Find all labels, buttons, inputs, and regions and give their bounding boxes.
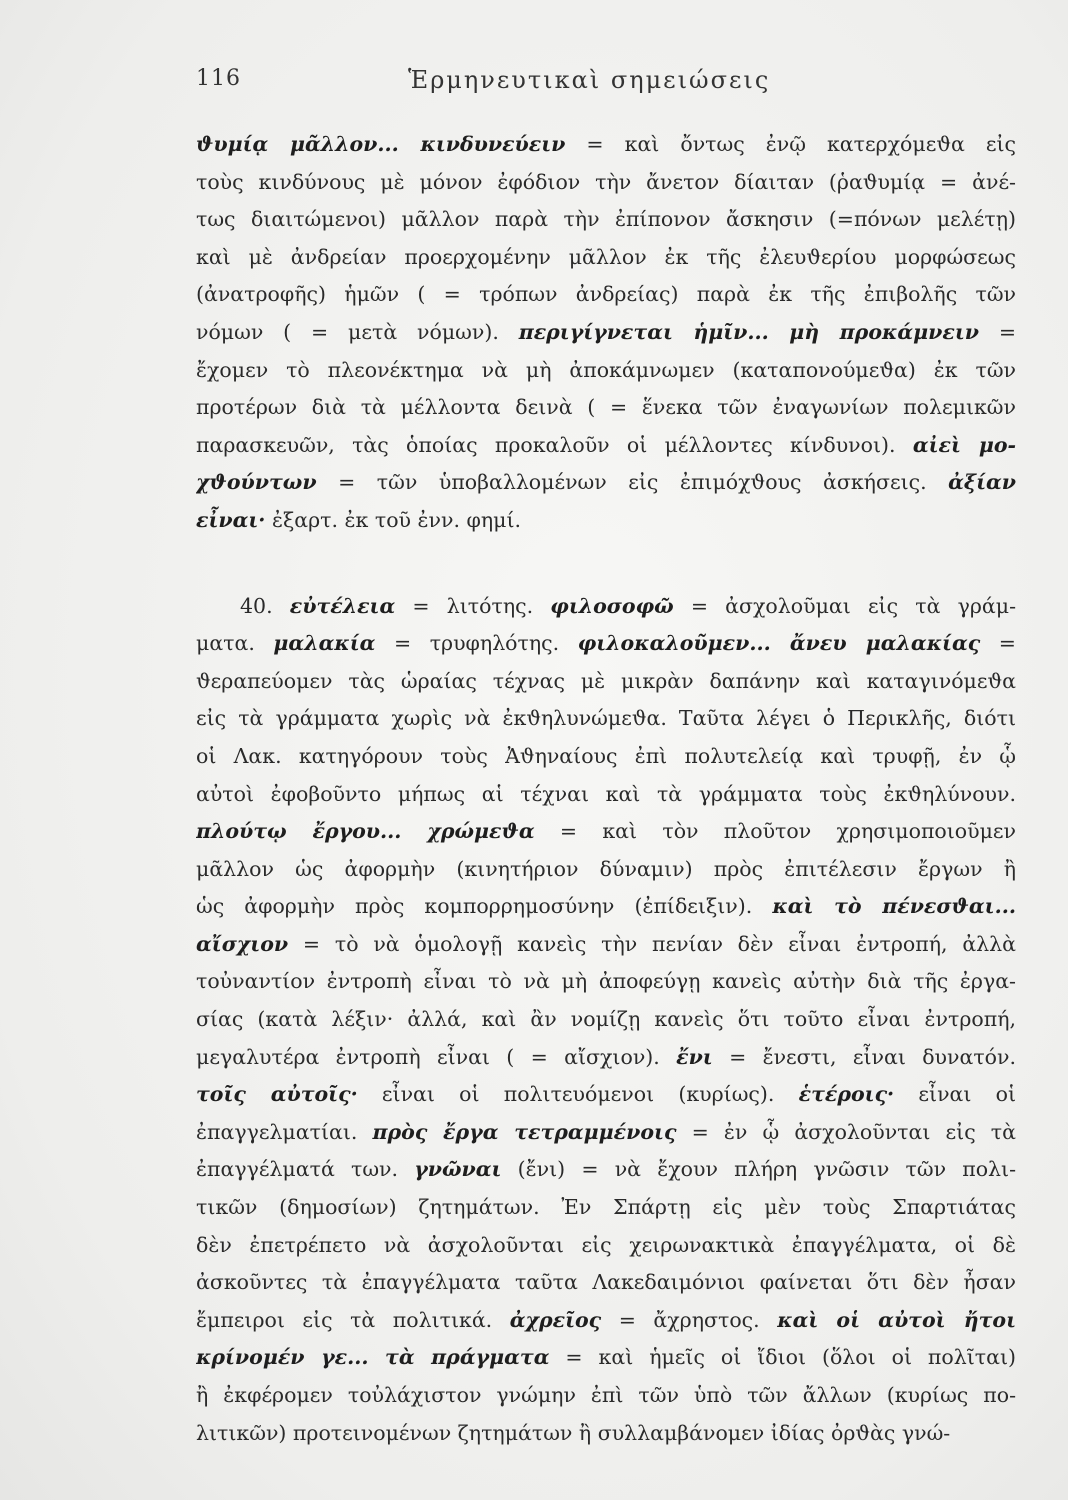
running-title: Ἑρμηνευτικαὶ σημειώσεις <box>408 66 771 94</box>
lemma-term: κρίνομέν γε... τὰ πράγματα <box>196 1345 550 1370</box>
gloss-text: = καὶ τὸν πλοῦτον χρησιμοποιοῦμεν <box>534 819 1016 844</box>
gloss-text: τικῶν (δημοσίων) ζητημάτων. Ἐν Σπάρτῃ εἰς μὲν τοὺς Σπαρτιάτας <box>196 1195 1016 1220</box>
lemma-term: ϑυμίᾳ μᾶλλον... κινδυνεύειν <box>196 132 566 156</box>
text-line <box>196 1076 1016 1114</box>
text-line <box>196 164 1016 202</box>
text-line <box>196 1227 1016 1265</box>
text-line <box>196 1189 1016 1227</box>
text-line <box>196 314 1016 352</box>
page-header <box>196 66 896 106</box>
paragraph-40 <box>196 588 1016 1453</box>
page-number: 116 <box>196 66 241 91</box>
gloss-text: νόμων ( = μετὰ νόμων). <box>196 319 519 344</box>
text-line <box>196 1039 1016 1077</box>
text-line <box>196 963 1016 1001</box>
gloss-text: ὡς ἀφορμὴν πρὸς κομπορρημοσύνην (ἐπίδειξιν). <box>196 894 773 919</box>
text-line <box>196 201 1016 239</box>
lemma-term: αἰεὶ μο- <box>912 432 1016 457</box>
gloss-text: οἱ Λακ. κατηγόρουν τοὺς Ἀϑηναίους ἐπὶ πολυτελείᾳ καὶ τρυφῇ, ἐν ᾧ <box>196 743 1016 768</box>
text-line <box>196 502 1016 540</box>
gloss-text: = τρυφηλότης. <box>375 631 578 656</box>
gloss-text: ἐξαρτ. ἐκ τοῦ ἐνν. φημί. <box>265 507 521 532</box>
gloss-text: = καὶ ἡμεῖς οἱ ἴδιοι (ὅλοι οἱ πολῖται) <box>549 1345 1016 1370</box>
lemma-term: περιγίγνεται ἡμῖν... μὴ προκάμνειν <box>518 319 979 344</box>
text-line <box>196 1264 1016 1302</box>
paragraph-39 <box>196 126 1016 540</box>
lemma-term: τοῖς αὐτοῖς· <box>196 1082 358 1107</box>
gloss-text: ἐπαγγελματίαι. <box>196 1119 373 1144</box>
text-line <box>196 738 1016 776</box>
text-line <box>196 427 1016 465</box>
lemma-term: ἔνι <box>676 1044 713 1069</box>
lemma-term: ἑτέροις· <box>798 1082 895 1107</box>
gloss-text: = ἄχρηστος. <box>601 1307 778 1332</box>
text-line <box>196 776 1016 814</box>
text-line <box>196 1377 1016 1415</box>
text-line <box>196 663 1016 701</box>
text-line <box>196 851 1016 889</box>
gloss-text: τοὐναντίον ἐντροπὴ εἶναι τὸ νὰ μὴ ἀποφεύγῃ κανεὶς αὐτὴν διὰ τῆς ἐργα- <box>196 969 1016 994</box>
text-line <box>196 588 1016 626</box>
lemma-term: εὐτέλεια <box>289 593 396 618</box>
gloss-text: = ἀσχολοῦμαι εἰς τὰ γράμ- <box>673 593 1016 618</box>
gloss-text: ἀσκοῦντες τὰ ἐπαγγέλματα ταῦτα Λακεδαιμόνιοι φαίνεται ὅτι δὲν ἦσαν <box>196 1270 1016 1295</box>
gloss-text: ματα. <box>196 631 274 656</box>
gloss-text: ἢ ἐκφέρομεν τοὐλάχιστον γνώμην ἐπὶ τῶν ὑπὸ τῶν ἄλλων (κυρίως πο- <box>196 1383 1016 1407</box>
text-line <box>196 464 1016 502</box>
lemma-term: πρὸς ἔργα τετραμμένοις <box>372 1119 677 1144</box>
gloss-text: = τὸ νὰ ὁμολογῇ κανεὶς τὴν πενίαν δὲν εἶναι ἐντροπή, ἀλλὰ <box>288 931 1016 956</box>
lemma-term: πλούτῳ ἔργου... χρώμεϑα <box>196 819 535 844</box>
gloss-text: = τῶν ὑποβαλλομένων εἰς ἐπιμόχϑους ἀσκήσεις. <box>316 470 949 495</box>
gloss-text: ἐπαγγέλματά των. <box>196 1157 415 1182</box>
text-line <box>196 126 1016 164</box>
text-line <box>196 1302 1016 1340</box>
gloss-text: τοὺς κινδύνους μὲ μόνον ἐφόδιον τὴν ἄνετον δίαιταν (ῥαϑυμίᾳ = ἀνέ- <box>196 169 1016 194</box>
gloss-text: εἰς τὰ γράμματα χωρὶς νὰ ἐκϑηλυνώμεϑα. Ταῦτα λέγει ὁ Περικλῆς, διότι <box>196 706 1016 731</box>
gloss-text: (ἔνι) = νὰ ἔχουν πλήρη γνῶσιν τῶν πολι- <box>501 1157 1016 1182</box>
text-line <box>196 888 1016 926</box>
lemma-term: ἀξίαν <box>948 470 1016 495</box>
text-line <box>196 352 1016 390</box>
lemma-term: μαλακία <box>273 631 376 656</box>
gloss-text: (ἀνατροφῆς) ἡμῶν ( = τρόπων ἀνδρείας) παρὰ ἐκ τῆς ἐπιβολῆς τῶν <box>196 282 1016 307</box>
lemma-term: φιλοκαλοῦμεν... ἄνευ μαλακίας <box>577 631 981 656</box>
text-line <box>196 389 1016 427</box>
gloss-text: = ἐν ᾧ ἀσχολοῦνται εἰς τὰ <box>676 1119 1016 1144</box>
gloss-text: = <box>978 319 1016 344</box>
text-line <box>196 813 1016 851</box>
gloss-text: ϑεραπεύομεν τὰς ὡραίας τέχνας μὲ μικρὰν δαπάνην καὶ καταγινόμεϑα <box>196 668 1016 693</box>
commentary-body <box>196 126 1016 1452</box>
text-line <box>196 1001 1016 1039</box>
lemma-term: γνῶναι <box>414 1157 502 1182</box>
gloss-text: καὶ μὲ ἀνδρείαν προερχομένην μᾶλλον ἐκ τῆς ἐλευϑερίου μορφώσεως <box>196 244 1016 269</box>
gloss-text: μεγαλυτέρα ἐντροπὴ εἶναι ( = αἴσχιον). <box>196 1044 677 1069</box>
text-line <box>196 700 1016 738</box>
gloss-text: αὐτοὶ ἐφοβοῦντο μήπως αἱ τέχναι καὶ τὰ γράμματα τοὺς ἐκϑηλύνουν. <box>196 781 1016 806</box>
gloss-text: παρασκευῶν, τὰς ὁποίας προκαλοῦν οἱ μέλλοντες κίνδυνοι). <box>196 432 913 457</box>
text-line <box>196 1339 1016 1377</box>
gloss-text: λιτικῶν) προτεινομένων ζητημάτων ἢ συλλαμβάνομεν ἰδίας ὀρϑὰς γνώ- <box>196 1420 951 1445</box>
gloss-text: σίας (κατὰ λέξιν· ἀλλά, καὶ ἂν νομίζῃ κανεὶς ὅτι τοῦτο εἶναι ἐντροπή, <box>196 1007 1016 1032</box>
text-line <box>196 1114 1016 1152</box>
text-line <box>196 1151 1016 1189</box>
text-line <box>196 926 1016 964</box>
lemma-term: ἀχρεῖος <box>509 1307 602 1332</box>
gloss-text: = <box>980 631 1016 656</box>
lemma-term: εἶναι· <box>196 507 266 532</box>
gloss-text: προτέρων διὰ τὰ μέλλοντα δεινὰ ( = ἕνεκα τῶν ἐναγωνίων πολεμικῶν <box>196 395 1016 420</box>
gloss-text: μᾶλλον ὡς ἀφορμὴν (κινητήριον δύναμιν) πρὸς ἐπιτέλεσιν ἔργων ἢ <box>196 856 1016 881</box>
gloss-text: εἶναι οἱ πολιτευόμενοι (κυρίως). <box>357 1082 799 1107</box>
text-line <box>196 625 1016 663</box>
lemma-term: καὶ τὸ πένεσϑαι... <box>772 894 1016 919</box>
gloss-text: τως διαιτώμενοι) μᾶλλον παρὰ τὴν ἐπίπονον ἄσκησιν (=πόνων μελέτῃ) <box>196 207 1016 232</box>
lemma-term: αἴσχιον <box>196 931 289 956</box>
gloss-text: = λιτότης. <box>395 593 551 618</box>
text-line <box>196 1415 1016 1453</box>
gloss-text: εἶναι οἱ <box>894 1082 1016 1107</box>
text-line <box>196 239 1016 277</box>
gloss-text: ἔχομεν τὸ πλεονέκτημα νὰ μὴ ἀποκάμνωμεν (καταπονούμεϑα) ἐκ τῶν <box>196 357 1016 382</box>
text-line <box>196 276 1016 314</box>
gloss-text: δὲν ἐπετρέπετο νὰ ἀσχολοῦνται εἰς χειρωνακτικὰ ἐπαγγέλματα, οἱ δὲ <box>196 1232 1016 1257</box>
gloss-text: 40. <box>240 593 290 618</box>
gloss-text: ἔμπειροι εἰς τὰ πολιτικά. <box>196 1307 510 1332</box>
lemma-term: χϑούντων <box>196 470 317 495</box>
gloss-text: = ἔνεστι, εἶναι δυνατόν. <box>712 1044 1016 1069</box>
lemma-term: φιλοσοφῶ <box>550 593 674 618</box>
lemma-term: καὶ οἱ αὐτοὶ ἤτοι <box>777 1307 1016 1332</box>
gloss-text: = καὶ ὄντως ἐνῷ κατερχόμεϑα εἰς <box>565 132 1016 156</box>
